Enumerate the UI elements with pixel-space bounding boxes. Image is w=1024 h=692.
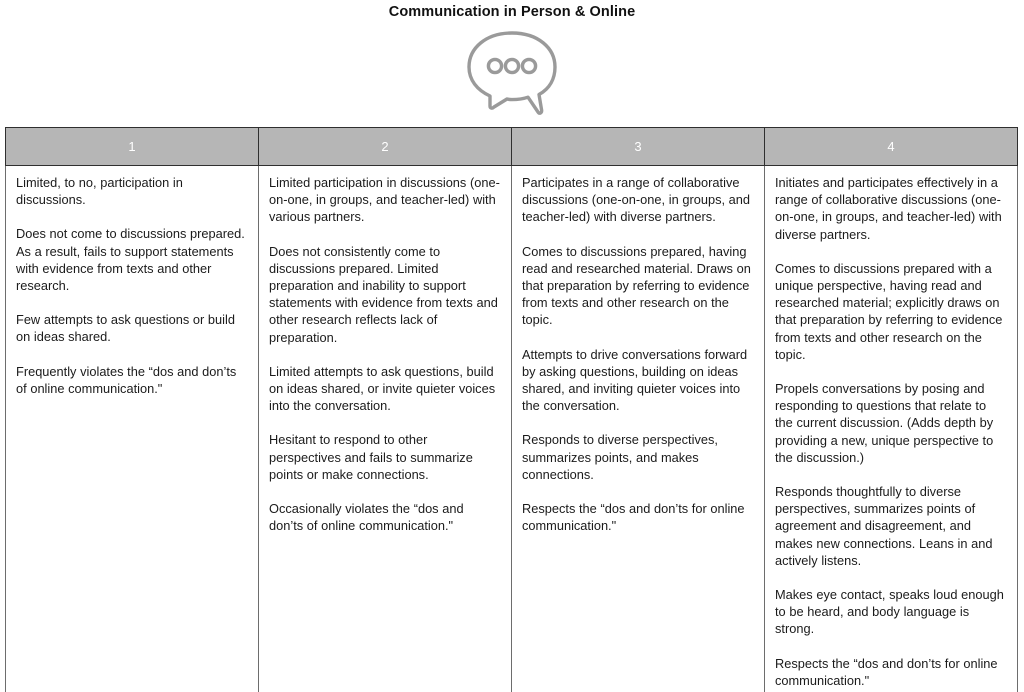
page-title: Communication in Person & Online: [388, 4, 636, 20]
criteria-paragraph: Participates in a range of collaborative discussions (one-on-one, in groups, and teacher-led) with diverse partners.: [522, 175, 751, 225]
criteria-paragraph: Attempts to drive conversations forward by asking questions, building on ideas shared, and inviting quieter voices into the conversation.: [522, 346, 748, 414]
column-header-2: 2: [259, 128, 512, 166]
criteria-cell-level-2: [259, 166, 512, 692]
criteria-paragraph: Few attempts to ask questions or build on ideas shared.: [16, 312, 235, 345]
criteria-paragraph: Frequently violates the “dos and don’ts of online communication.": [16, 363, 237, 396]
criteria-paragraph: Comes to discussions prepared, having read and researched material. Draws on that preparation by referring to evidence from texts and other research on the topic.: [522, 243, 751, 328]
table-header-row: [6, 128, 1018, 166]
criteria-paragraph: Comes to discussions prepared with a unique perspective, having read and researched material; explicitly draws on that preparation by referring to evidence from texts and other research on the topic.: [775, 260, 1003, 362]
speech-bubble-ellipsis-icon: [462, 28, 562, 120]
criteria-paragraph: Responds thoughtfully to diverse perspectives, summarizes points of agreement and disagreement, and makes new connections. Leans in and actively listens.: [775, 484, 993, 568]
criteria-paragraph: Does not come to discussions prepared. As a result, fails to support statements with evidence from texts and other research.: [16, 226, 245, 294]
criteria-cell-level-3: [512, 166, 765, 692]
criteria-paragraph: Hesitant to respond to other perspectives and fails to summarize points or make connections.: [269, 432, 473, 482]
column-header-4: 4: [765, 128, 1018, 166]
criteria-paragraph: Respects the “dos and don’ts for online communication.": [522, 501, 745, 534]
column-header-1: 1: [6, 128, 259, 166]
table-row: [6, 166, 1018, 692]
header-icon-container: [0, 26, 1024, 122]
criteria-paragraph: Limited attempts to ask questions, build on ideas shared, or invite quieter voices into the conversation.: [269, 363, 496, 414]
criteria-paragraph: Propels conversations by posing and responding to questions that relate to the current discussion. (Adds depth by providing a new, unique perspective to the discussion.): [775, 381, 994, 465]
criteria-paragraph: Respects the “dos and don’ts for online communication.": [775, 655, 998, 688]
criteria-cell-level-4: [765, 166, 1018, 692]
criteria-paragraph: Limited participation in discussions (one-on-one, in groups, and teacher-led) with various partners.: [269, 175, 500, 225]
criteria-paragraph: Limited, to no, participation in discussions.: [16, 175, 183, 208]
criteria-paragraph: Responds to diverse perspectives, summarizes points, and makes connections.: [522, 432, 718, 482]
criteria-cell-level-1: [6, 166, 259, 692]
criteria-paragraph: Does not consistently come to discussions prepared. Limited preparation and inability to support statements with evidence from texts and other research reflects lack of preparation.: [269, 243, 498, 345]
column-header-3: 3: [512, 128, 765, 166]
criteria-paragraph: Makes eye contact, speaks loud enough to be heard, and body language is strong.: [775, 587, 1004, 637]
criteria-paragraph: Initiates and participates effectively in a range of collaborative discussions (one-on-one, in groups, and teacher-led) with diverse partners.: [775, 175, 1002, 242]
rubric-table: [5, 127, 1018, 692]
criteria-paragraph: Occasionally violates the “dos and don’ts of online communication.": [269, 501, 464, 534]
